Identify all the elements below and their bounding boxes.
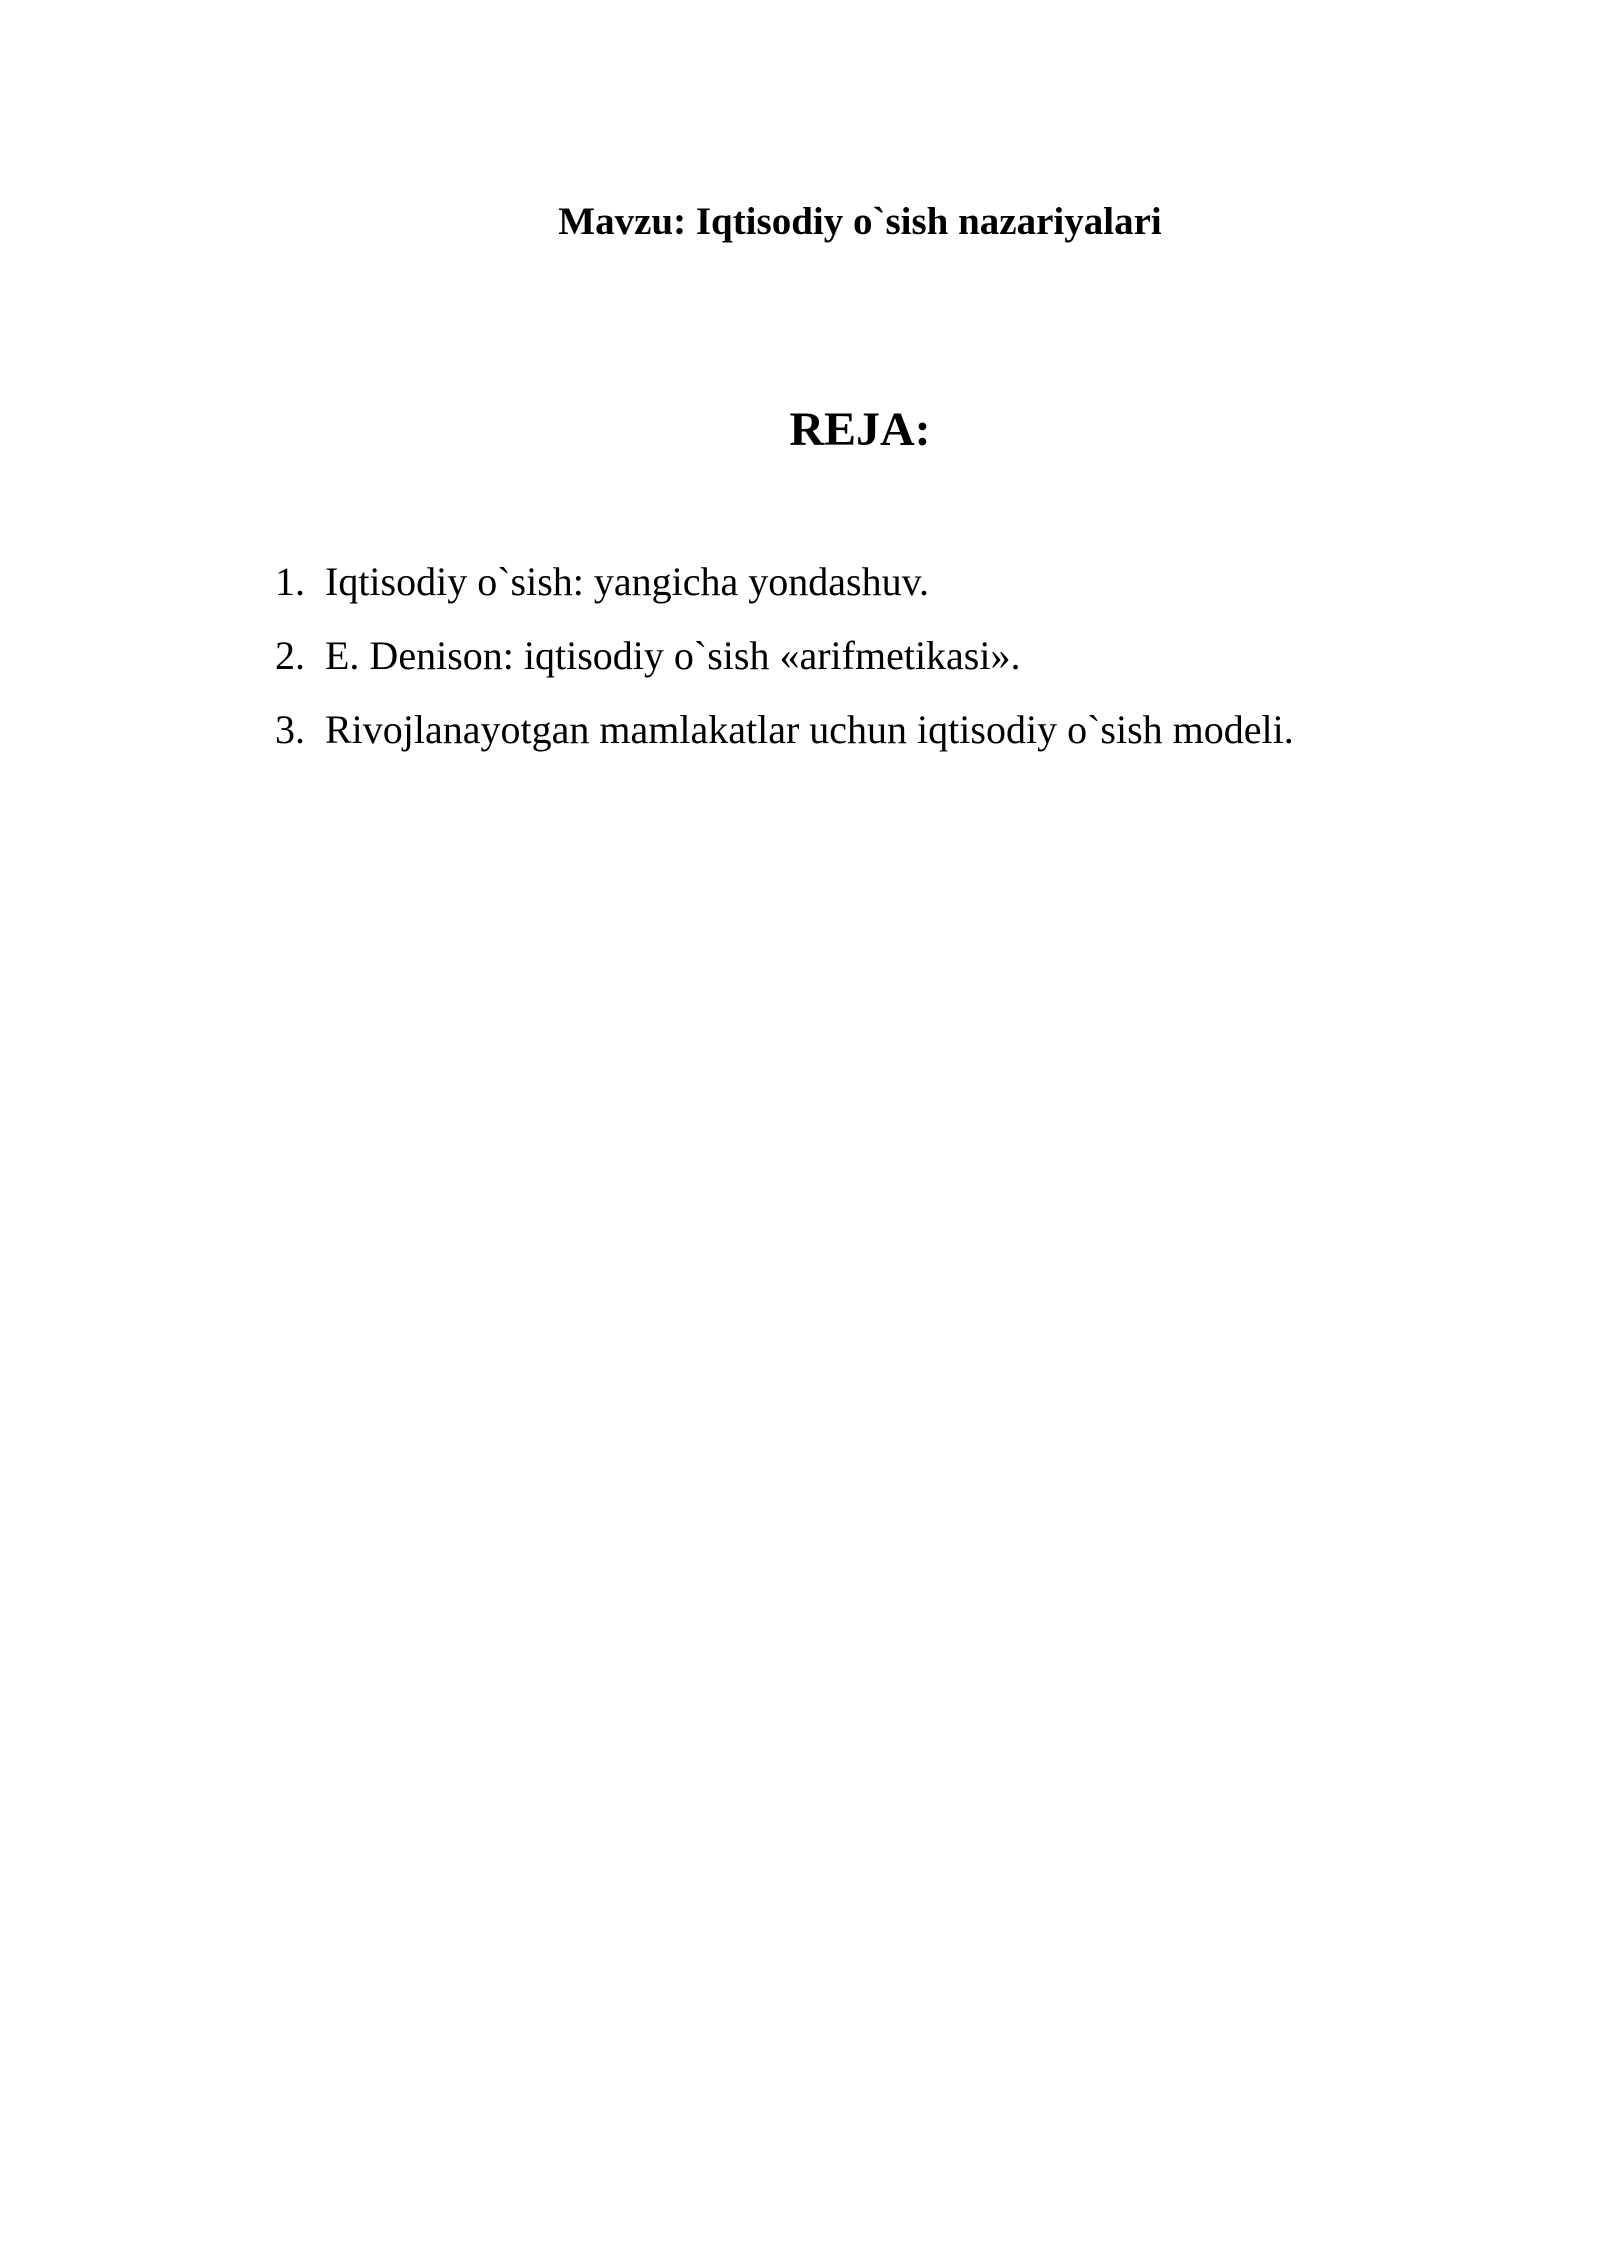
plan-item [275, 693, 1294, 767]
plan-item [275, 545, 1294, 619]
plan-item-text: E. Denison: iqtisodiy o`sish «arifmetikasi». [325, 633, 1021, 678]
topic-title: Mavzu: Iqtisodiy o`sish nazariyalari [558, 200, 1162, 243]
plan-item-number: 2. [275, 633, 305, 678]
plan-item-text: Rivojlanayotgan mamlakatlar uchun iqtisodiy o`sish modeli. [325, 707, 1294, 752]
plan-item [275, 619, 1294, 693]
plan-item-number: 1. [275, 559, 305, 604]
plan-item-number: 3. [275, 707, 305, 752]
plan-item-text: Iqtisodiy o`sish: yangicha yondashuv. [325, 559, 930, 604]
plan-heading: REJA: [789, 403, 931, 456]
plan-list [275, 545, 1294, 767]
